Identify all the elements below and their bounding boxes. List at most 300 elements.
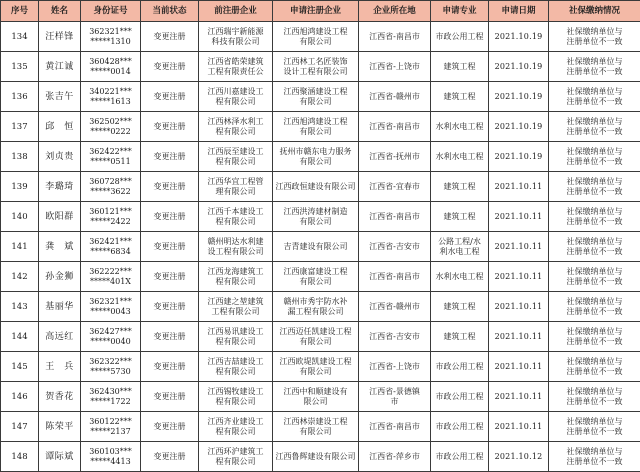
cell-major-text: 水利水电工程 [435, 121, 484, 131]
cell-location-text: 江西省-赣州市 [369, 91, 420, 101]
cell-prev-company [199, 142, 273, 172]
cell-applied-company-text: 江西康富建设工程 [283, 266, 348, 276]
cell-date [489, 322, 549, 352]
table-row [1, 382, 640, 412]
cell-social-security-text: 社保缴纳单位与 [566, 296, 623, 306]
cell-status-text: 变更注册 [153, 151, 186, 161]
cell-prev-company-text: 江西华宜工程管 [207, 176, 264, 186]
cell-id-text: *****1722 [90, 396, 131, 406]
header-date: 申请日期 [489, 1, 549, 22]
cell-no-text: 146 [11, 391, 28, 402]
cell-no-text: 144 [11, 331, 28, 342]
cell-prev-company [199, 202, 273, 232]
cell-major [431, 82, 489, 112]
cell-status-text: 变更注册 [153, 121, 186, 131]
cell-status-text: 变更注册 [153, 211, 186, 221]
cell-name-text: 张吉午 [45, 91, 74, 102]
cell-major-text: 水利水电工程 [435, 151, 484, 161]
cell-social-security-text: 社保缴纳单位与 [566, 176, 623, 186]
cell-prev-company-text: 程有限公司 [215, 336, 256, 346]
cell-prev-company-text: 江西建之堃建筑 [207, 296, 264, 306]
cell-date [489, 382, 549, 412]
cell-status-text: 变更注册 [153, 91, 186, 101]
cell-social-security-text: 社保缴纳单位与 [566, 56, 623, 66]
cell-major [431, 202, 489, 232]
cell-social-security [549, 52, 640, 82]
cell-no [1, 382, 39, 412]
cell-id-text: *****0040 [90, 336, 131, 346]
header-no: 序号 [1, 1, 39, 22]
cell-applied-company [273, 52, 359, 82]
cell-no [1, 262, 39, 292]
cell-social-security [549, 232, 640, 262]
cell-prev-company-text: 江西易讯建设工 [207, 326, 264, 336]
cell-location [359, 142, 431, 172]
cell-id-text: *****2137 [90, 426, 131, 436]
cell-date-text: 2021.10.19 [494, 151, 543, 161]
cell-applied-company-text: 有限公司 [299, 216, 332, 226]
table-row [1, 412, 640, 442]
cell-major-text: 建筑工程 [443, 181, 476, 191]
cell-id [81, 382, 141, 412]
header-row [1, 1, 640, 22]
cell-applied-company-text: 有限公司 [299, 426, 332, 436]
header-prev-company: 前注册企业 [199, 1, 273, 22]
cell-prev-company-text: 工程有限公司 [211, 306, 260, 316]
cell-social-security-text: 社保缴纳单位与 [566, 236, 623, 246]
cell-applied-company [273, 82, 359, 112]
cell-id-text: *****2422 [90, 216, 131, 226]
cell-date [489, 52, 549, 82]
cell-prev-company-text: 程有限公司 [215, 126, 256, 136]
cell-social-security [549, 352, 640, 382]
cell-applied-company-text: 设计工程有限公司 [283, 66, 348, 76]
cell-social-security-text: 社保缴纳单位与 [566, 116, 623, 126]
header-name: 姓名 [39, 1, 81, 22]
cell-date-text: 2021.10.19 [494, 61, 543, 71]
cell-social-security-text: 注册单位不一致 [566, 36, 623, 46]
cell-date [489, 22, 549, 52]
cell-social-security-text: 社保缴纳单位与 [566, 146, 623, 156]
cell-status [141, 412, 199, 442]
cell-location [359, 232, 431, 262]
cell-name-text: 高远红 [45, 331, 74, 342]
table-row [1, 82, 640, 112]
table-row [1, 112, 640, 142]
cell-name [39, 352, 81, 382]
cell-major [431, 142, 489, 172]
cell-name-text: 基丽华 [45, 301, 74, 312]
cell-location [359, 262, 431, 292]
cell-prev-company [199, 52, 273, 82]
cell-social-security-text: 注册单位不一致 [566, 306, 623, 316]
cell-applied-company-text: 漏工程有限公司 [287, 306, 344, 316]
table-row [1, 322, 640, 352]
cell-name [39, 292, 81, 322]
cell-location [359, 442, 431, 472]
cell-name [39, 442, 81, 472]
cell-status-text: 变更注册 [153, 241, 186, 251]
cell-status-text: 变更注册 [153, 361, 186, 371]
cell-major [431, 22, 489, 52]
cell-status-text: 变更注册 [153, 301, 186, 311]
cell-prev-company [199, 322, 273, 352]
cell-applied-company-text: 江西鲁辉建设有限公司 [275, 451, 356, 461]
cell-id-text: 362421*** [89, 236, 132, 246]
cell-id-text: *****0014 [90, 66, 131, 76]
cell-prev-company-text: 江西川嘉建设工 [207, 86, 264, 96]
table-row [1, 172, 640, 202]
cell-applied-company [273, 112, 359, 142]
table-row [1, 142, 640, 172]
cell-social-security-text: 注册单位不一致 [566, 276, 623, 286]
cell-major-text: 建筑工程 [443, 91, 476, 101]
cell-id [81, 82, 141, 112]
cell-applied-company-text: 江西林崇建设工程 [283, 416, 348, 426]
cell-name [39, 172, 81, 202]
cell-status-text: 变更注册 [153, 391, 186, 401]
cell-id-text: 362422*** [89, 146, 132, 156]
cell-status-text: 变更注册 [153, 31, 186, 41]
cell-status [141, 52, 199, 82]
cell-no-text: 147 [11, 421, 28, 432]
cell-social-security-text: 注册单位不一致 [566, 366, 623, 376]
header-id: 身份证号 [81, 1, 141, 22]
cell-id-text: 362222*** [89, 266, 132, 276]
cell-prev-company [199, 352, 273, 382]
cell-prev-company-text: 程有限公司 [215, 96, 256, 106]
cell-major-text: 市政公用工程 [435, 451, 484, 461]
cell-no-text: 141 [11, 241, 28, 252]
table-row [1, 352, 640, 382]
cell-social-security [549, 142, 640, 172]
cell-status [141, 172, 199, 202]
cell-social-security-text: 社保缴纳单位与 [566, 266, 623, 276]
cell-social-security [549, 202, 640, 232]
cell-location [359, 52, 431, 82]
cell-location-text: 江西省-抚州市 [369, 151, 420, 161]
cell-applied-company-text: 江西欧堤凯建设工程 [279, 356, 352, 366]
cell-applied-company-text: 江西迈任凯建设工程 [279, 326, 352, 336]
cell-no [1, 142, 39, 172]
cell-status-text: 变更注册 [153, 331, 186, 341]
cell-no-text: 142 [11, 271, 28, 282]
cell-name [39, 412, 81, 442]
cell-applied-company-text: 江西林工名匠装饰 [283, 56, 348, 66]
cell-id [81, 22, 141, 52]
cell-name-text: 黄江诚 [45, 61, 74, 72]
cell-id-text: *****6834 [90, 246, 131, 256]
cell-social-security [549, 382, 640, 412]
cell-id-text: *****401X [90, 276, 131, 286]
cell-applied-company-text: 江西聚涵建设工程 [283, 86, 348, 96]
table-row [1, 52, 640, 82]
cell-prev-company [199, 262, 273, 292]
cell-major [431, 52, 489, 82]
cell-name [39, 202, 81, 232]
cell-applied-company [273, 352, 359, 382]
cell-no [1, 412, 39, 442]
cell-social-security-text: 社保缴纳单位与 [566, 416, 623, 426]
cell-social-security-text: 注册单位不一致 [566, 156, 623, 166]
cell-location [359, 172, 431, 202]
cell-status-text: 变更注册 [153, 421, 186, 431]
cell-prev-company-text: 程有限公司 [215, 366, 256, 376]
cell-prev-company [199, 442, 273, 472]
cell-status [141, 322, 199, 352]
cell-status [141, 142, 199, 172]
cell-date-text: 2021.10.11 [494, 181, 543, 191]
cell-status [141, 382, 199, 412]
cell-no-text: 137 [11, 121, 28, 132]
cell-status [141, 292, 199, 322]
cell-social-security [549, 412, 640, 442]
cell-location-text: 江西省-上饶市 [369, 361, 420, 371]
cell-id-text: 360428*** [89, 56, 132, 66]
cell-id [81, 52, 141, 82]
cell-date-text: 2021.10.11 [494, 331, 543, 341]
cell-id-text: *****0511 [90, 156, 131, 166]
cell-date-text: 2021.10.19 [494, 31, 543, 41]
cell-id-text: 360121*** [89, 206, 132, 216]
cell-name-text: 李璐琦 [45, 181, 74, 192]
cell-applied-company-text: 江西政恒建设有限公司 [275, 181, 356, 191]
cell-applied-company [273, 22, 359, 52]
cell-id-text: 362430*** [89, 386, 132, 396]
table-row [1, 22, 640, 52]
cell-applied-company-text: 抚州市赣东电力服务 [279, 146, 352, 156]
cell-social-security-text: 社保缴纳单位与 [566, 26, 623, 36]
cell-location [359, 292, 431, 322]
table-row [1, 202, 640, 232]
cell-date [489, 442, 549, 472]
cell-location-text: 江西省-景德镇 [369, 386, 420, 396]
cell-prev-company-text: 江西龙海建筑工 [207, 266, 264, 276]
cell-social-security-text: 社保缴纳单位与 [566, 356, 623, 366]
cell-location-text: 江西省-南昌市 [369, 121, 420, 131]
cell-applied-company-text: 有限公司 [299, 36, 332, 46]
cell-prev-company-text: 程有限公司 [215, 426, 256, 436]
cell-prev-company-text: 江西省皓荣建筑 [207, 56, 264, 66]
cell-date-text: 2021.10.11 [494, 241, 543, 251]
cell-name-text: 孙金狮 [45, 271, 74, 282]
cell-location [359, 202, 431, 232]
cell-name [39, 322, 81, 352]
cell-no [1, 172, 39, 202]
cell-id [81, 442, 141, 472]
cell-prev-company-text: 程有限公司 [215, 216, 256, 226]
cell-major-text: 市政公用工程 [435, 31, 484, 41]
header-applied-company: 申请注册企业 [273, 1, 359, 22]
cell-name-text: 欧阳群 [45, 211, 74, 222]
cell-applied-company-text: 有限公司 [299, 336, 332, 346]
cell-id [81, 262, 141, 292]
cell-social-security [549, 172, 640, 202]
cell-social-security [549, 292, 640, 322]
cell-location-text: 江西省-宜春市 [369, 181, 420, 191]
cell-social-security-text: 注册单位不一致 [566, 336, 623, 346]
cell-major [431, 382, 489, 412]
cell-applied-company [273, 442, 359, 472]
cell-prev-company-text: 工程有限责任公 [207, 66, 264, 76]
cell-social-security-text: 社保缴纳单位与 [566, 386, 623, 396]
cell-no [1, 232, 39, 262]
cell-name [39, 82, 81, 112]
cell-name-text: 汪样锋 [45, 31, 74, 42]
cell-id-text: 360122*** [89, 416, 132, 426]
cell-date-text: 2021.10.11 [494, 301, 543, 311]
cell-name-text: 王 兵 [45, 361, 74, 372]
cell-id-text: *****0222 [90, 126, 131, 136]
cell-name [39, 142, 81, 172]
cell-major-text: 市政公用工程 [435, 361, 484, 371]
cell-name [39, 382, 81, 412]
cell-date [489, 202, 549, 232]
cell-no-text: 139 [11, 181, 28, 192]
cell-date [489, 82, 549, 112]
cell-social-security-text: 注册单位不一致 [566, 456, 623, 466]
cell-applied-company-text: 有限公司 [299, 366, 332, 376]
cell-no [1, 442, 39, 472]
cell-location-text: 江西省-上饶市 [369, 61, 420, 71]
cell-status [141, 442, 199, 472]
cell-no [1, 112, 39, 142]
cell-no-text: 145 [11, 361, 28, 372]
cell-status [141, 232, 199, 262]
cell-applied-company [273, 412, 359, 442]
cell-date [489, 292, 549, 322]
cell-id-text: *****1613 [90, 96, 131, 106]
cell-status-text: 变更注册 [153, 271, 186, 281]
cell-location-text: 江西省-赣州市 [369, 301, 420, 311]
cell-date [489, 172, 549, 202]
cell-applied-company [273, 172, 359, 202]
cell-no [1, 292, 39, 322]
cell-status-text: 变更注册 [153, 451, 186, 461]
cell-applied-company-text: 有限公司 [299, 96, 332, 106]
cell-prev-company [199, 22, 273, 52]
cell-major [431, 262, 489, 292]
cell-prev-company-text: 程有限公司 [215, 456, 256, 466]
cell-id [81, 172, 141, 202]
cell-date [489, 112, 549, 142]
cell-major-text: 建筑工程 [443, 331, 476, 341]
cell-prev-company-text: 理有限公司 [215, 186, 256, 196]
cell-applied-company-text: 吉青建设有限公司 [283, 241, 348, 251]
cell-id [81, 232, 141, 262]
cell-status-text: 变更注册 [153, 181, 186, 191]
cell-id-text: 362321*** [89, 296, 132, 306]
cell-no-text: 140 [11, 211, 28, 222]
table-row [1, 232, 640, 262]
cell-social-security-text: 注册单位不一致 [566, 66, 623, 76]
cell-date-text: 2021.10.19 [494, 121, 543, 131]
cell-applied-company [273, 382, 359, 412]
cell-location [359, 412, 431, 442]
cell-social-security [549, 442, 640, 472]
cell-location-text: 江西省-吉安市 [369, 241, 420, 251]
header-social-security: 社保缴纳情况 [549, 1, 640, 22]
cell-applied-company-text: 赣州市秀宇防水补 [283, 296, 348, 306]
cell-id [81, 112, 141, 142]
cell-date-text: 2021.10.11 [494, 361, 543, 371]
cell-location-text: 江西省-南昌市 [369, 421, 420, 431]
cell-social-security [549, 112, 640, 142]
cell-no-text: 134 [11, 31, 28, 42]
cell-major-text: 水利水电工程 [435, 271, 484, 281]
cell-id [81, 292, 141, 322]
cell-location-text: 江西省-南昌市 [369, 271, 420, 281]
cell-id-text: *****4413 [90, 456, 131, 466]
cell-status [141, 262, 199, 292]
cell-major-text: 建筑工程 [443, 61, 476, 71]
cell-name-text: 刘贞贵 [45, 151, 74, 162]
cell-applied-company-text: 有限公司 [299, 156, 332, 166]
cell-social-security-text: 注册单位不一致 [566, 186, 623, 196]
cell-prev-company [199, 112, 273, 142]
cell-major-text: 公路工程/水 [438, 236, 481, 246]
cell-location-text: 市 [390, 396, 399, 406]
cell-applied-company-text: 江西中和顺建设有 [283, 386, 348, 396]
cell-no-text: 148 [11, 451, 28, 462]
cell-prev-company-text: 江西齐业建设工 [207, 416, 264, 426]
cell-id-text: *****5730 [90, 366, 131, 376]
cell-name-text: 谭际斌 [45, 451, 74, 462]
cell-prev-company-text: 江西千本建设工 [207, 206, 264, 216]
cell-status [141, 22, 199, 52]
cell-no-text: 138 [11, 151, 28, 162]
cell-prev-company-text: 江西吉喆建设工 [207, 356, 264, 366]
table-row [1, 292, 640, 322]
cell-name [39, 232, 81, 262]
cell-applied-company [273, 322, 359, 352]
table-row [1, 262, 640, 292]
cell-date [489, 262, 549, 292]
cell-social-security [549, 82, 640, 112]
cell-id-text: 362427*** [89, 326, 132, 336]
cell-no [1, 352, 39, 382]
cell-applied-company-text: 江西旭鸿建设工程 [283, 26, 348, 36]
cell-name [39, 52, 81, 82]
cell-name-text: 陈荣平 [45, 421, 74, 432]
cell-location-text: 江西省-萍乡市 [369, 451, 420, 461]
cell-id-text: 362322*** [89, 356, 132, 366]
cell-social-security [549, 262, 640, 292]
cell-prev-company-text: 设工程有限公司 [207, 246, 264, 256]
cell-major [431, 442, 489, 472]
cell-social-security-text: 注册单位不一致 [566, 216, 623, 226]
cell-date-text: 2021.10.12 [494, 451, 543, 461]
cell-name [39, 22, 81, 52]
cell-major [431, 292, 489, 322]
cell-id-text: *****1310 [90, 36, 131, 46]
cell-prev-company [199, 82, 273, 112]
header-status: 当前状态 [141, 1, 199, 22]
cell-id-text: *****0043 [90, 306, 131, 316]
cell-social-security [549, 22, 640, 52]
cell-date-text: 2021.10.11 [494, 421, 543, 431]
cell-no-text: 143 [11, 301, 28, 312]
cell-location [359, 352, 431, 382]
cell-location [359, 112, 431, 142]
cell-major-text: 利水电工程 [439, 246, 480, 256]
cell-no-text: 136 [11, 91, 28, 102]
cell-date [489, 352, 549, 382]
cell-social-security-text: 注册单位不一致 [566, 126, 623, 136]
cell-no [1, 82, 39, 112]
cell-applied-company-text: 江西洪涛建材制造 [283, 206, 348, 216]
cell-location [359, 82, 431, 112]
